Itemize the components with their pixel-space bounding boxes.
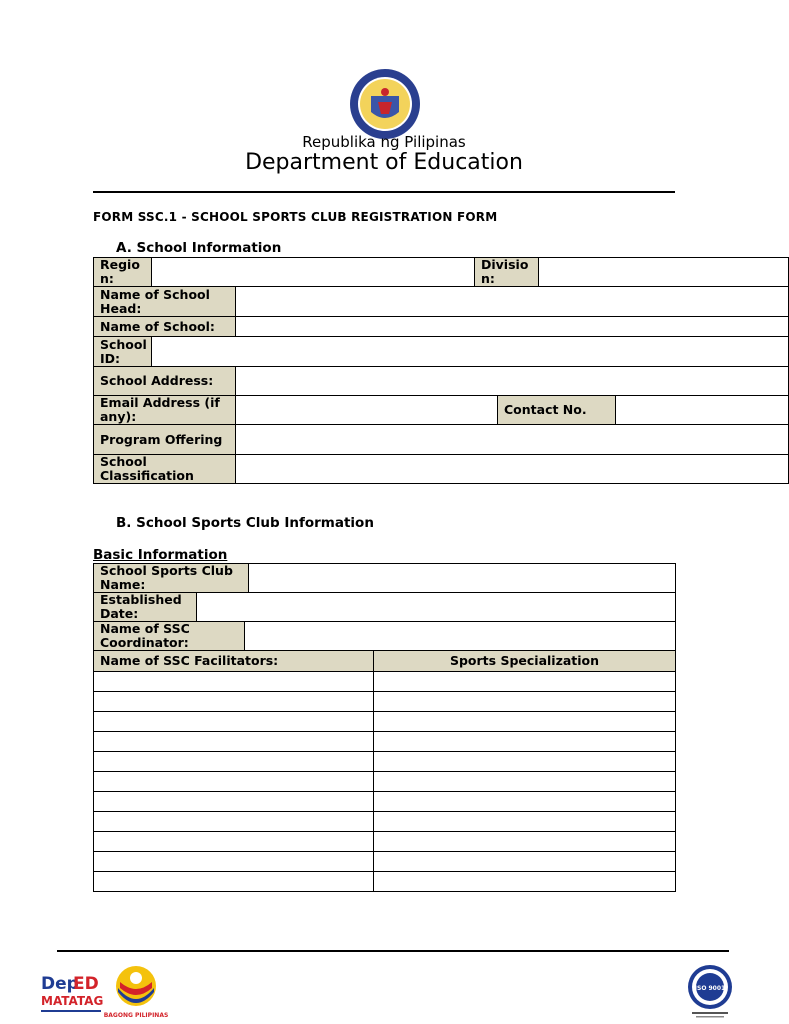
- program-offering-label: Program Offering: [94, 425, 236, 455]
- svg-text:ISO 9001: ISO 9001: [694, 985, 726, 992]
- facilitator-field[interactable]: [94, 832, 374, 852]
- facilitator-field[interactable]: [94, 752, 374, 772]
- specialization-field[interactable]: [374, 852, 676, 872]
- facilitator-field[interactable]: [94, 772, 374, 792]
- school-classification-label: School Classification: [94, 455, 236, 484]
- specialization-field[interactable]: [374, 812, 676, 832]
- basic-information-heading: Basic Information: [93, 547, 228, 563]
- school-name-field[interactable]: [236, 317, 789, 337]
- specialization-header: Sports Specialization: [374, 651, 676, 672]
- school-information-table: [93, 257, 789, 484]
- svg-text:Dep: Dep: [41, 974, 79, 994]
- contact-label: Contact No.: [498, 396, 616, 425]
- school-id-field[interactable]: [152, 337, 789, 367]
- facilitator-field[interactable]: [94, 672, 374, 692]
- school-head-label: Name of School Head:: [94, 287, 236, 317]
- school-id-label: School ID:: [94, 337, 152, 367]
- specialization-field[interactable]: [374, 872, 676, 892]
- school-address-label: School Address:: [94, 367, 236, 396]
- school-head-field[interactable]: [236, 287, 789, 317]
- section-a-heading: A. School Information: [116, 240, 282, 256]
- section-b-heading: B. School Sports Club Information: [116, 515, 374, 531]
- facilitator-field[interactable]: [94, 872, 374, 892]
- specialization-field[interactable]: [374, 672, 676, 692]
- republic-name: Republika ng Pilipinas: [302, 133, 466, 151]
- specialization-field[interactable]: [374, 792, 676, 812]
- facilitator-field[interactable]: [94, 712, 374, 732]
- contact-field[interactable]: [616, 396, 789, 425]
- email-field[interactable]: [236, 396, 498, 425]
- region-label: Regio n:: [94, 258, 152, 287]
- facilitator-field[interactable]: [94, 792, 374, 812]
- division-field[interactable]: [539, 258, 789, 287]
- program-offering-field[interactable]: [236, 425, 789, 455]
- sports-club-table: [93, 563, 676, 892]
- specialization-field[interactable]: [374, 772, 676, 792]
- club-name-field[interactable]: [249, 564, 676, 593]
- email-label: Email Address (if any):: [94, 396, 236, 425]
- facilitator-field[interactable]: [94, 732, 374, 752]
- facilitators-header: Name of SSC Facilitators:: [94, 651, 374, 672]
- school-address-field[interactable]: [236, 367, 789, 396]
- coordinator-field[interactable]: [245, 622, 676, 651]
- club-name-label: School Sports Club Name:: [94, 564, 249, 593]
- footer-divider: [57, 950, 729, 952]
- facilitator-field[interactable]: [94, 692, 374, 712]
- specialization-field[interactable]: [374, 752, 676, 772]
- school-classification-field[interactable]: [236, 455, 789, 484]
- svg-text:MATATAG: MATATAG: [41, 994, 104, 1008]
- division-label: Divisio n:: [475, 258, 539, 287]
- specialization-field[interactable]: [374, 692, 676, 712]
- specialization-field[interactable]: [374, 712, 676, 732]
- region-field[interactable]: [152, 258, 475, 287]
- specialization-field[interactable]: [374, 732, 676, 752]
- bagong-pilipinas-logo: [103, 962, 169, 1020]
- form-title: FORM SSC.1 - SCHOOL SPORTS CLUB REGISTRATION FORM: [93, 210, 498, 224]
- iso-certification-logo: [686, 963, 734, 1019]
- established-date-label: Established Date:: [94, 593, 197, 622]
- school-name-label: Name of School:: [94, 317, 236, 337]
- facilitator-field[interactable]: [94, 812, 374, 832]
- deped-matatag-logo: [40, 965, 102, 1017]
- coordinator-label: Name of SSC Coordinator:: [94, 622, 245, 651]
- deped-seal-icon: [349, 68, 421, 140]
- specialization-field[interactable]: [374, 832, 676, 852]
- svg-text:BAGONG PILIPINAS: BAGONG PILIPINAS: [103, 1012, 169, 1019]
- svg-text:ED: ED: [73, 974, 99, 994]
- header-divider: [93, 191, 675, 193]
- department-name: Department of Education: [245, 150, 523, 175]
- facilitator-field[interactable]: [94, 852, 374, 872]
- established-date-field[interactable]: [197, 593, 676, 622]
